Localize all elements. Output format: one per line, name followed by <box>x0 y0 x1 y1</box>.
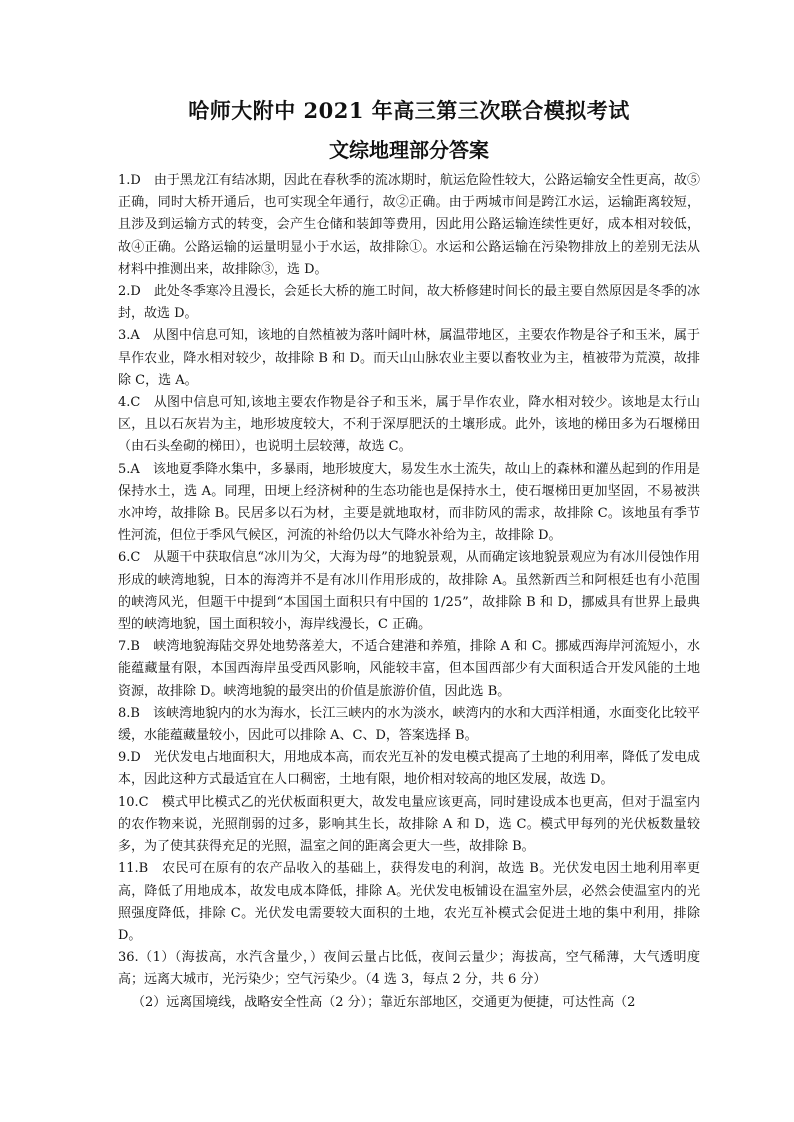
answer-9: 9.D 光伏发电占地面积大，用地成本高，而农光互补的发电模式提高了土地的利用率，降低了发电成本，因此这种方式最适宜在人口稠密，土地有限，地价相对较高的地区发展，故选 D。 <box>118 750 700 788</box>
page-title: 哈师大附中 2021 年高三第三次联合模拟考试 <box>188 98 630 123</box>
answer-2: 2.D 此处冬季寒冷且漫长，会延长大桥的施工时间，故大桥修建时间长的最主要自然原因是冬季的冰封，故选 D。 <box>118 284 700 322</box>
page-subtitle: 文综地理部分答案 <box>329 138 489 162</box>
answer-11: 11.B 农民可在原有的农产品收入的基础上，获得发电的利润，故选 B。光伏发电因土地利用率更高，降低了用地成本，故发电成本降低，排除 A。光伏发电板铺设在温室外层，必然会使温室内的光照强度降低，排除 C。光伏发电需要较大面积的土地，农光互补模式会促进土地的集中利用，排除 D。 <box>118 861 700 943</box>
answer-8: 8.B 该峡湾地貌内的水为海水，长江三峡内的水为淡水，峡湾内的水和大西洋相通，水面变化比较平缓，水能蕴藏量较小，因此可以排除 A、C、D，答案选择 B。 <box>118 705 700 744</box>
answer-7: 7.B 峡湾地貌海陆交界处地势落差大，不适合建港和养殖，排除 A 和 C。挪威西海岸河流短小，水能蕴藏量有限，本国西海岸虽受西风影响，风能较丰富，但本国西部少有大面积适合开发风能的土地资源，故排除 D。峡湾地貌的最突出的价值是旅游价值，因此选 B。 <box>118 639 700 699</box>
answer-1: 1.D 由于黑龙江有结冰期，因此在春秋季的流冰期时，航运危险性较大，公路运输安全性更高，故⑤正确，同时大桥开通后，也可实现全年通行，故②正确。由于两城市间是跨江水运，运输距离较短，且涉及到运输方式的转变，会产生仓储和装卸等费用，因此用公路运输连续性更好，成本相对较低，故④正确。公路运输的运量明显小于水运，故排除①。水运和公路运输在污染物排放上的差别无法从材料中推测出来，故排除③，选 D。 <box>118 173 700 277</box>
answer-6: 6.C 从题干中获取信息“冰川为父，大海为母”的地貌景观，从而确定该地貌景观应为有冰川侵蚀作用形成的峡湾地貌，日本的海湾并不是有冰川作用形成的，故排除 A。虽然新西兰和阿根廷也有小范围的峡湾风光，但题干中提到“本国国土面积只有中国的 1/25”，故排除 B 和 D，挪威具有世界上最典型的峡湾地貌，国土面积较小，海岸线漫长，C 正确。 <box>118 550 700 633</box>
answer-10: 10.C 模式甲比模式乙的光伏板面积更大，故发电量应该更高，同时建设成本也更高，但对于温室内的农作物来说，光照削弱的过多，影响其生长，故排除 A 和 D，选 C。模式甲每列的光伏板数量较多，为了使其获得充足的光照，温室之间的距离会更大一些，故排除 B。 <box>118 794 700 855</box>
answer-5: 5.A 该地夏季降水集中，多暴雨，地形坡度大，易发生水土流失，故山上的森林和灌丛起到的作用是保持水土，选 A。同理，田埂上经济树种的生态功能也是保持水土，使石堰梯田更加坚固，不易被洪水冲垮，故排除 B。民居多以石为材，主要是就地取材，而非防风的需求，故排除 C。该地虽有季节性河流，但位于季风气候区，河流的补给仍以大气降水补给为主，故排除 D。 <box>118 461 700 544</box>
answer-36-1: 36.（1）（海拔高，水汽含量少，）夜间云量占比低，夜间云量少；海拔高，空气稀薄，大气透明度高；远离大城市，光污染少；空气污染少。（4 选 3，每点 2 分，共 6 分） <box>118 950 700 988</box>
answer-3: 3.A 从图中信息可知，该地的自然植被为落叶阔叶林，属温带地区，主要农作物是谷子和玉米，属于旱作农业，降水相对较少，故排除 B 和 D。而天山山脉农业主要以畜牧业为主，植被带为荒漠，故排除 C，选 A。 <box>118 328 700 388</box>
answer-36-2: （2）远离国境线，战略安全性高（2 分）；靠近东部地区，交通更为便捷，可达性高（2 <box>132 994 636 1010</box>
answer-4: 4.C 从图中信息可知,该地主要农作物是谷子和玉米，属于旱作农业，降水相对较少。该地是太行山区，且以石灰岩为主，地形坡度较大，不利于深厚肥沃的土壤形成。此外，该地的梯田多为石堰梯田（由石头垒砌的梯田），也说明土层较薄，故选 C。 <box>118 395 700 455</box>
